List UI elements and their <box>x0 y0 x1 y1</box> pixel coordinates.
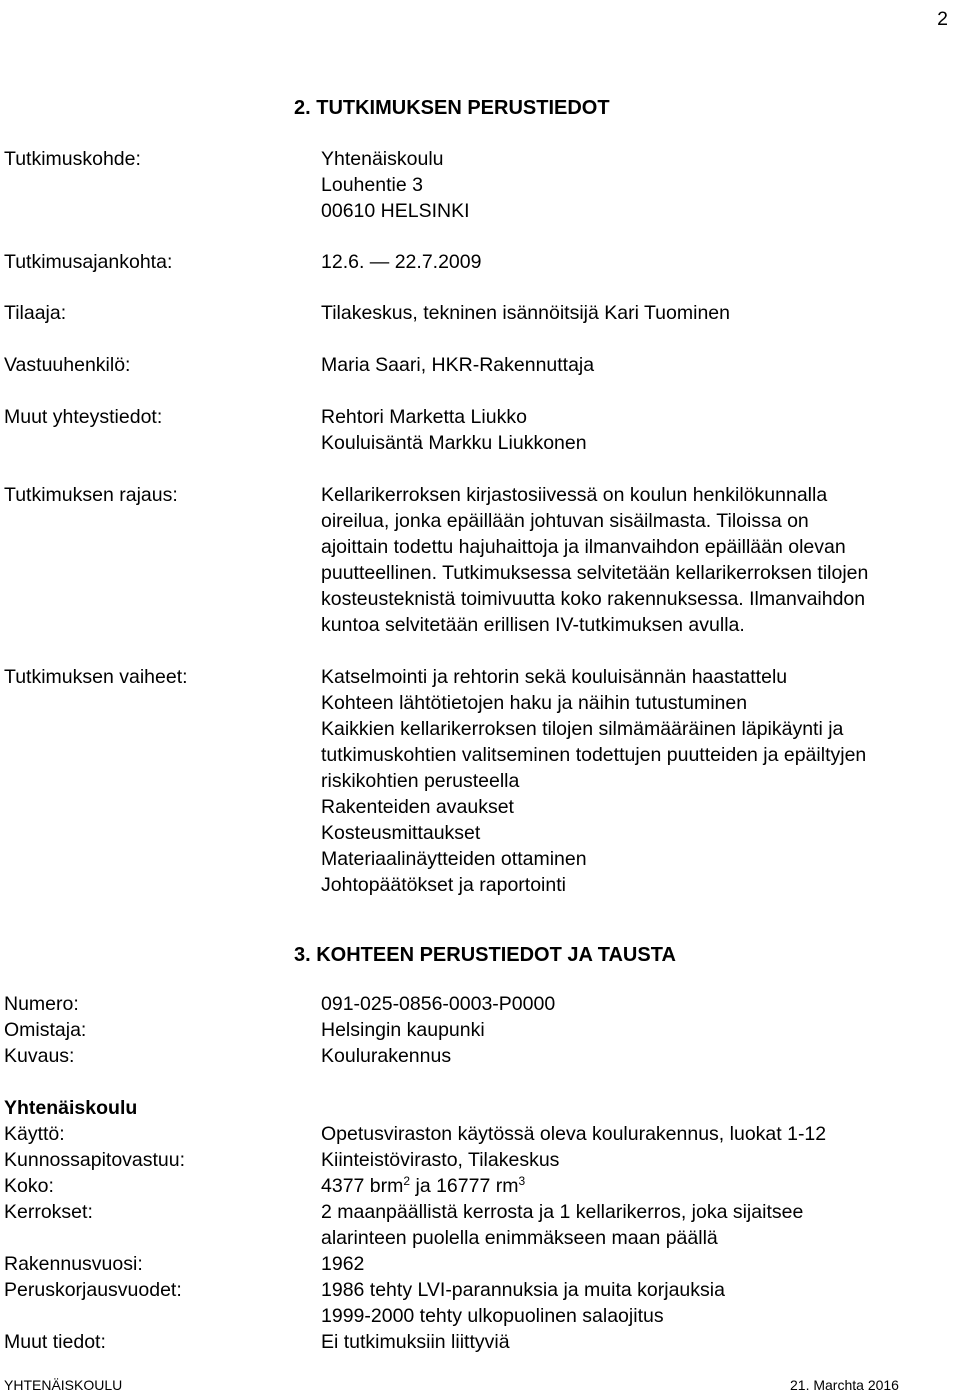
footer-date: 21. Marchta 2016 <box>790 1377 899 1393</box>
rakennusvuosi-label: Rakennusvuosi: <box>4 1253 143 1275</box>
peruskorjaus-label: Peruskorjausvuodet: <box>4 1279 182 1301</box>
kaytto-value: Opetusviraston käytössä oleva koulurakennus, luokat 1-12 <box>321 1123 827 1145</box>
kaytto-label: Käyttö: <box>4 1123 65 1145</box>
rajaus-line: puutteellinen. Tutkimuksessa selvitetään kellarikerroksen tilojen <box>321 562 869 584</box>
vaiheet-line: Kaikkien kellarikerroksen tilojen silmämääräinen läpikäynti ja <box>321 718 844 740</box>
muut-yhteystiedot-label: Muut yhteystiedot: <box>4 406 163 428</box>
kerrokset-line: 2 maanpäällistä kerrosta ja 1 kellarikerros, joka sijaitsee <box>321 1201 804 1223</box>
vaiheet-line: Kosteusmittaukset <box>321 822 481 844</box>
page-number: 2 <box>937 8 948 30</box>
koko-rm: ja 16777 rm <box>410 1175 519 1197</box>
rajaus-line: Kellarikerroksen kirjastosiivessä on koulun henkilökunnalla <box>321 484 828 506</box>
peruskorjaus-line: 1999-2000 tehty ulkopuolinen salaojitus <box>321 1305 664 1327</box>
vastuuhenkilo-label: Vastuuhenkilö: <box>4 354 131 376</box>
muut-tiedot-value: Ei tutkimuksiin liittyviä <box>321 1331 510 1353</box>
section-2-heading: 2. TUTKIMUKSEN PERUSTIEDOT <box>294 97 610 119</box>
kuvaus-label: Kuvaus: <box>4 1045 75 1067</box>
vastuuhenkilo-value: Maria Saari, HKR-Rakennuttaja <box>321 354 595 376</box>
kohde-label: Tutkimuskohde: <box>4 148 141 170</box>
koko-brm: 4377 brm <box>321 1175 404 1197</box>
koko-value <box>321 1173 525 1199</box>
rajaus-label: Tutkimuksen rajaus: <box>4 484 178 506</box>
rajaus-line: kosteusteknistä toimivuutta koko rakennuksessa. Ilmanvaihdon <box>321 588 866 610</box>
building-subheading: Yhtenäiskoulu <box>4 1097 138 1119</box>
kohde-line: 00610 HELSINKI <box>321 200 470 222</box>
ajankohta-value: 12.6. — 22.7.2009 <box>321 251 482 273</box>
kunnossapito-value: Kiinteistövirasto, Tilakeskus <box>321 1149 560 1171</box>
kerrokset-line: alarinteen puolella enimmäkseen maan päällä <box>321 1227 718 1249</box>
peruskorjaus-line: 1986 tehty LVI-parannuksia ja muita korjauksia <box>321 1279 725 1301</box>
rajaus-line: ajoittain todettu hajuhaittoja ja ilmanvaihdon epäillään olevan <box>321 536 846 558</box>
vaiheet-line: tutkimuskohtien valitseminen todettujen puutteiden ja epäiltyjen <box>321 744 867 766</box>
kohde-line: Louhentie 3 <box>321 174 423 196</box>
koko-sup-3: 3 <box>518 1174 526 1188</box>
muut-yhteystiedot-line: Rehtori Marketta Liukko <box>321 406 527 428</box>
vaiheet-line: Kohteen lähtötietojen haku ja näihin tutustuminen <box>321 692 748 714</box>
numero-label: Numero: <box>4 993 79 1015</box>
ajankohta-label: Tutkimusajankohta: <box>4 251 173 273</box>
kohde-line: Yhtenäiskoulu <box>321 148 444 170</box>
tilaaja-label: Tilaaja: <box>4 302 67 324</box>
muut-yhteystiedot-line: Kouluisäntä Markku Liukkonen <box>321 432 587 454</box>
kuvaus-value: Koulurakennus <box>321 1045 452 1067</box>
rakennusvuosi-value: 1962 <box>321 1253 365 1275</box>
omistaja-value: Helsingin kaupunki <box>321 1019 485 1041</box>
vaiheet-line: Materiaalinäytteiden ottaminen <box>321 848 587 870</box>
vaiheet-line: riskikohtien perusteella <box>321 770 520 792</box>
vaiheet-line: Johtopäätökset ja raportointi <box>321 874 566 896</box>
section-3-heading: 3. KOHTEEN PERUSTIEDOT JA TAUSTA <box>294 944 676 966</box>
rajaus-line: oireilua, jonka epäillään johtuvan sisäilmasta. Tiloissa on <box>321 510 809 532</box>
koko-sup-2: 2 <box>403 1174 411 1188</box>
vaiheet-line: Rakenteiden avaukset <box>321 796 514 818</box>
kunnossapito-label: Kunnossapitovastuu: <box>4 1149 186 1171</box>
kerrokset-label: Kerrokset: <box>4 1201 93 1223</box>
muut-tiedot-label: Muut tiedot: <box>4 1331 106 1353</box>
tilaaja-value: Tilakeskus, tekninen isännöitsijä Kari Tuominen <box>321 302 730 324</box>
vaiheet-label: Tutkimuksen vaiheet: <box>4 666 188 688</box>
koko-label: Koko: <box>4 1175 54 1197</box>
omistaja-label: Omistaja: <box>4 1019 87 1041</box>
rajaus-line: kuntoa selvitetään erillisen IV-tutkimuksen avulla. <box>321 614 745 636</box>
numero-value: 091-025-0856-0003-P0000 <box>321 993 556 1015</box>
vaiheet-line: Katselmointi ja rehtorin sekä kouluisännän haastattelu <box>321 666 788 688</box>
footer-left: YHTENÄISKOULU <box>4 1377 123 1393</box>
